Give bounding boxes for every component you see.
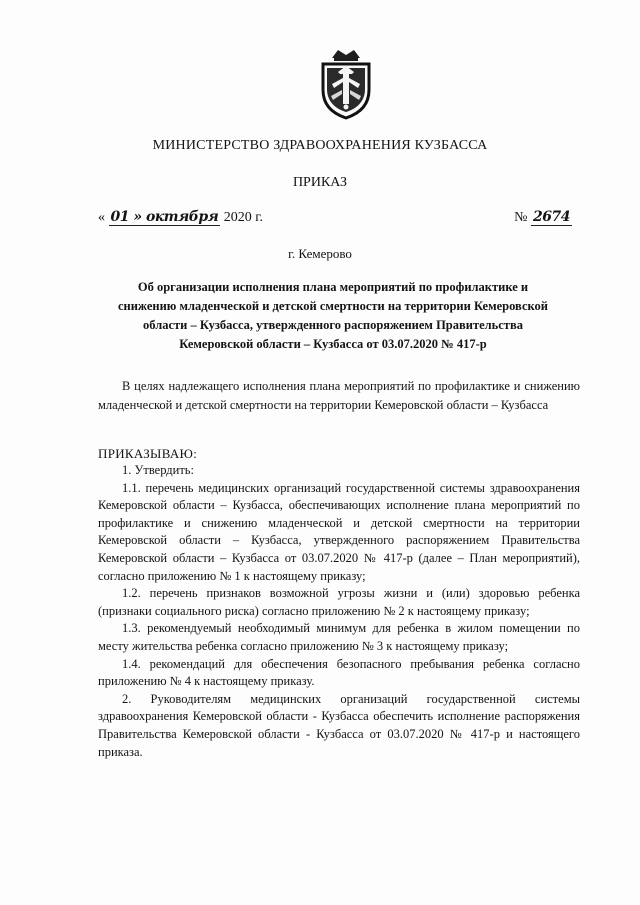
- date-year: 2020 г.: [223, 210, 263, 225]
- coat-of-arms-icon: [318, 48, 374, 120]
- clause-1: 1. Утвердить:: [122, 463, 194, 477]
- order-subject: Об организации исполнения плана мероприятий по профилактике и снижению младенческой и детской смертности на территории Кемеровской области – Кузбасса, утвержденного распоряжением Правительства Кемеровской области – Кузбасса от 03.07.2020 № 417-р: [117, 280, 548, 351]
- clause-1-2: 1.2. перечень признаков возможной угрозы жизни и (или) здоровью ребенка (признаки социального риска) согласно приложению № 2 к настоящему приказу;: [98, 586, 580, 618]
- order-date: [98, 209, 263, 226]
- date-open-quote: «: [98, 210, 105, 225]
- clause-2: 2. Руководителям медицинских организаций государственной системы здравоохранения Кемеровской области - Кузбасса обеспечить исполнение распоряжения Правительства Кемеровской области - Кузбасса от 03.07.2020 № 417-р и настоящего приказа.: [98, 691, 580, 759]
- order-body: [98, 462, 580, 761]
- order-keyword: ПРИКАЗЫВАЮ:: [98, 446, 198, 461]
- city-name: г. Кемерово: [288, 246, 352, 261]
- order-number: [514, 209, 572, 226]
- date-handwritten: 01 » октября: [110, 209, 219, 225]
- number-sign: №: [514, 210, 528, 225]
- preamble-paragraph: В целях надлежащего исполнения плана мероприятий по профилактике и снижению младенческой и детской смертности на территории Кемеровской области – Кузбасса: [98, 379, 580, 412]
- coat-of-arms-emblem: [318, 48, 374, 120]
- document-type: ПРИКАЗ: [292, 175, 348, 190]
- clause-1-4: 1.4. рекомендаций для обеспечения безопасного пребывания ребенка согласно приложению № 4 к настоящему приказу.: [98, 656, 580, 689]
- clause-1-1: 1.1. перечень медицинских организаций государственной системы здравоохранения Кемеровской области – Кузбасса, обеспечивающих исполнение плана мероприятий по профилактике и снижению младенческой и детской смертности на территории Кемеровской области – Кузбасса, утвержденного распоряжением Правительства Кемеровской области – Кузбасса от 03.07.2020 № 417-р (далее – План мероприятий), согласно приложению № 1 к настоящему приказу;: [98, 480, 580, 583]
- ministry-name: МИНИСТЕРСТВО ЗДРАВООХРАНЕНИЯ КУЗБАССА: [152, 138, 488, 153]
- number-handwritten: 2674: [533, 209, 570, 225]
- clause-1-3: 1.3. рекомендуемый необходимый минимум для ребенка в жилом помещении по месту жительства ребенка согласно приложению № 3 к настоящему приказу;: [98, 621, 580, 653]
